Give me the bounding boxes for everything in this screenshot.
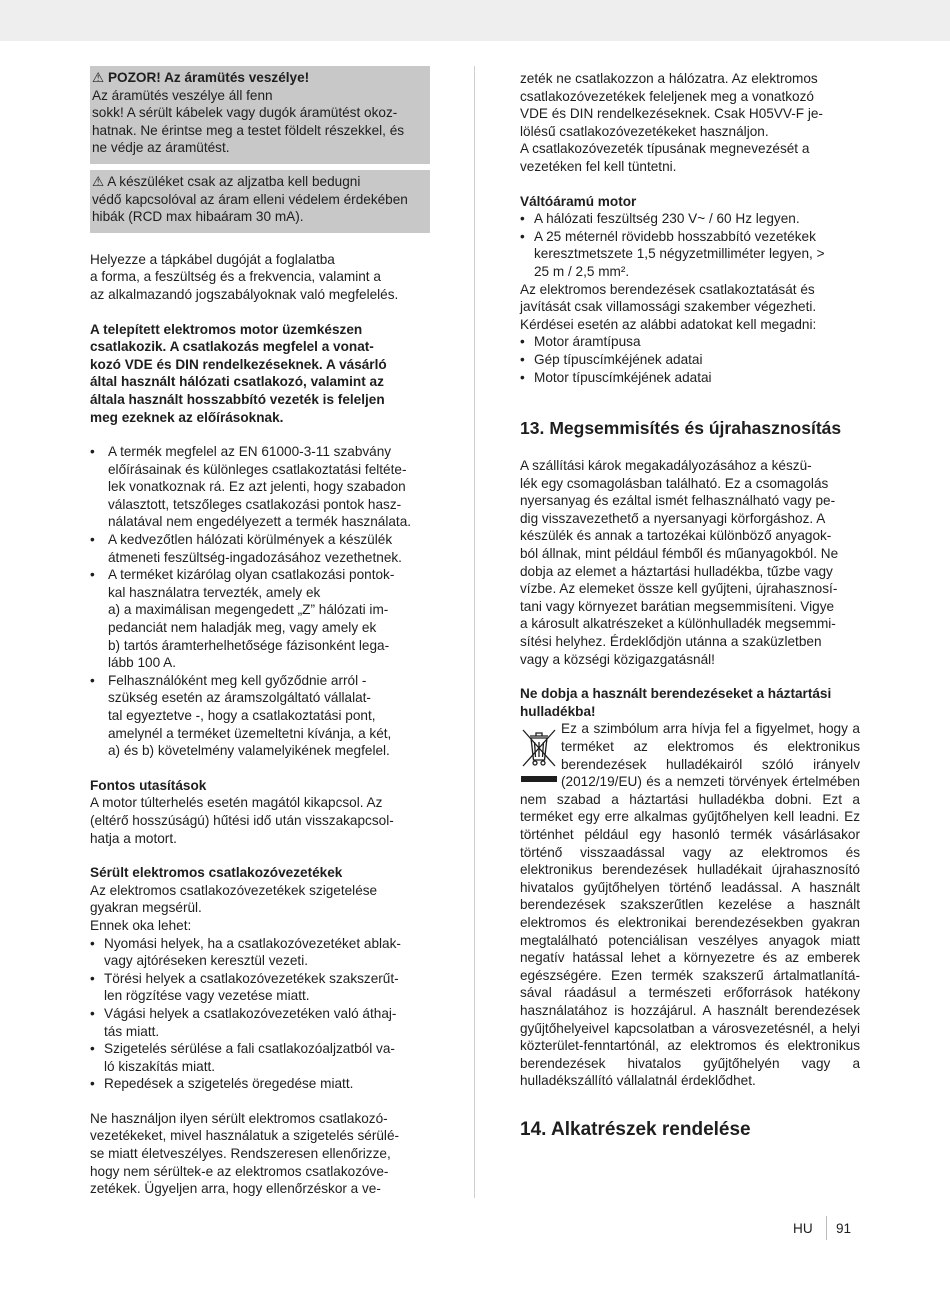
closing-paragraph xyxy=(90,1110,430,1198)
text-line: se miatt életveszélyes. Rendszeresen ellenőrizze, xyxy=(90,1146,391,1162)
left-column xyxy=(90,66,430,1198)
weee-paragraph xyxy=(520,720,860,1089)
text-line: Az elektromos berendezések csatlakoztatását és xyxy=(520,281,815,297)
text-line: 25 m / 2,5 mm². xyxy=(534,263,630,279)
text-line: • Nyomási helyek, ha a csatlakozóvezetéket ablak- xyxy=(104,935,401,951)
text-line: a károsult alkatrészeket a különhulladék megsemmi- xyxy=(520,616,836,632)
text-line: kozó VDE és DIN rendelkezéseknek. A vásárló xyxy=(90,356,387,372)
continued-paragraph xyxy=(520,70,860,176)
text-line: • Repedések a szigetelés öregedése miatt. xyxy=(104,1076,354,1092)
text-line: ló kiszakítás miatt. xyxy=(104,1058,216,1074)
list-item xyxy=(520,333,860,351)
text-line: • Motor áramtípusa xyxy=(534,334,641,350)
section-title: Ne dobja a használt berendezéseket a háztartási xyxy=(520,686,832,702)
warning-line: sokk! A sérült kábelek vagy dugók áramütést okoz- xyxy=(92,105,398,121)
text-line: gyakran megsérül. xyxy=(90,900,202,916)
warning-line: védő kapcsolóval az áram elleni védelem érdekében xyxy=(92,191,408,207)
text-line: • Motor típuscímkéjének adatai xyxy=(534,369,712,385)
list-item xyxy=(520,228,860,281)
text-line: Kérdései esetén az alábbi adatokat kell megadni: xyxy=(520,316,817,332)
ac-motor-section xyxy=(520,193,860,387)
electric-shock-warning xyxy=(90,66,430,164)
list-item xyxy=(90,1040,430,1075)
text-line: pedanciát nem haladják meg, vagy amely ek xyxy=(108,620,377,636)
warning-title xyxy=(92,69,428,87)
text-line: b) tartós áramterhelhetősége fázisonként lega- xyxy=(108,637,390,653)
text-line: Helyezze a tápkábel dugóját a foglalatba xyxy=(90,251,335,267)
text-line: lék egy csomagolásban található. Ez a csomagolás xyxy=(520,475,829,491)
text-line: szükség esetén az áramszolgáltató vállalat- xyxy=(108,690,371,706)
text-line: javítását csak villamossági szakember végezheti. xyxy=(520,299,817,315)
text-line: hatja a motort. xyxy=(90,830,177,846)
list-item xyxy=(520,210,860,228)
text-line: lek vonatkoznak rá. Ez azt jelenti, hogy szabadon xyxy=(108,479,406,495)
section-heading-text: Megsemmisítés és újrahasznosítás xyxy=(549,418,842,439)
text-line: általa használt hosszabbító vezeték is feleljen xyxy=(90,391,385,407)
damage-causes-list xyxy=(90,935,430,1093)
text-line: kal használatra tervezték, amely ek xyxy=(108,584,321,600)
text-line: keresztmetszete 1,5 négyzetmilliméter legyen, > xyxy=(534,246,825,262)
text-line: vízbe. Az elemeket össze kell gyűjteni, újrahasznosí- xyxy=(520,581,838,597)
text-line: csatlakozóvezetékek feleljenek meg a vonatkozó xyxy=(520,88,814,104)
text-line: • Gép típuscímkéjének adatai xyxy=(534,351,703,367)
rcd-warning xyxy=(90,170,430,233)
section-number: 14. xyxy=(520,1118,547,1140)
warning-line-text: A készüléket csak az aljzatba kell bedugni xyxy=(107,173,361,189)
text-line: Ne használjon ilyen sérült elektromos csatlakozó- xyxy=(90,1110,388,1126)
text-line: • A kedvezőtlen hálózati körülmények a készülék xyxy=(108,532,393,548)
footer-language: HU xyxy=(793,1221,813,1236)
text-line: tás miatt. xyxy=(104,1023,160,1039)
text-line: (eltérő hosszúságú) hűtési idő után visszakapcsol- xyxy=(90,812,394,828)
text-line: Az elektromos csatlakozóvezetékek szigetelése xyxy=(90,882,378,898)
text-line: előírásainak és különleges csatlakoztatási feltéte- xyxy=(108,461,407,477)
text-line: • A hálózati feszültség 230 V~ / 60 Hz legyen. xyxy=(534,211,800,227)
text-line: nyersanyag és ezáltal ismét felhasználható vagy pe- xyxy=(520,493,836,509)
text-line: A csatlakozóvezeték típusának megnevezését a xyxy=(520,141,810,157)
connection-requirements-list xyxy=(90,443,430,760)
text-line: ból állnak, mint például fémből és műanyagokból. Ne xyxy=(520,546,839,562)
text-line: csatlakozik. A csatlakozás megfelel a vonat- xyxy=(90,339,374,355)
list-item xyxy=(90,970,430,1005)
text-line: • A terméket kizárólag olyan csatlakozási pontok- xyxy=(108,567,395,583)
text-line: len rögzítése vagy vezetése miatt. xyxy=(104,988,310,1004)
column-divider xyxy=(474,66,475,1198)
text-line: A telepített elektromos motor üzemkészen xyxy=(90,321,363,337)
required-data-list xyxy=(520,333,860,386)
warning-line: hatnak. Ne érintse meg a testet földelt részekkel, és xyxy=(92,122,405,138)
text-line: tani vagy környezet barátian megsemmisíteni. Vigye xyxy=(520,598,835,614)
text-line: vezetékeket, mivel használatuk a szigetelés sérülé- xyxy=(90,1128,400,1144)
warning-line: hibák (RCD max hibaáram 30 mA). xyxy=(92,209,304,225)
ac-motor-list xyxy=(520,210,860,280)
text-line: lölésű csatlakozóvezetékeket használjon. xyxy=(520,123,769,139)
text-line: dig visszavezethető a nyersanyagi körforgáshoz. A xyxy=(520,510,826,526)
section-14-heading xyxy=(520,1118,860,1142)
text-line: által használt hálózati csatlakozó, valamint az xyxy=(90,374,384,390)
list-item xyxy=(90,672,430,760)
footer-separator xyxy=(826,1216,827,1240)
text-line: A motor túlterhelés esetén magától kikapcsol. Az xyxy=(90,795,383,811)
list-item xyxy=(90,1075,430,1093)
list-item xyxy=(90,1005,430,1040)
list-item xyxy=(520,351,860,369)
section-number: 13. xyxy=(520,418,545,439)
top-band xyxy=(0,0,950,41)
text-line: választott, tetszőleges csatlakozási pontok hasz- xyxy=(108,496,402,512)
text-line: vagy ajtóréseken keresztül vezeti. xyxy=(104,953,309,969)
text-line: • Szigetelés sérülése a fali csatlakozóaljzatból va- xyxy=(104,1041,395,1057)
section-title: hulladékba! xyxy=(520,703,596,719)
text-line: • A 25 méternél rövidebb hosszabbító vezetékek xyxy=(534,228,816,244)
list-item xyxy=(90,531,430,566)
section-title: Fontos utasítások xyxy=(90,777,207,793)
section-title: Váltóáramú motor xyxy=(520,193,637,209)
list-item xyxy=(90,566,430,672)
list-item xyxy=(90,443,430,531)
text-line: vezetéken fel kell tüntetni. xyxy=(520,158,677,174)
text-line: a forma, a feszültség és a frekvencia, valamint a xyxy=(90,269,381,285)
text-line: lább 100 A. xyxy=(108,655,177,671)
text-line: zetékek. Ügyeljen arra, hogy ellenőrzéskor a ve- xyxy=(90,1181,381,1197)
intro-paragraph xyxy=(90,251,430,304)
text-line: tal egyeztetve -, hogy a csatlakoztatási pont, xyxy=(108,708,376,723)
text-line: VDE és DIN rendelkezéseknek. Csak H05VV-F je- xyxy=(520,106,823,122)
text-line: amelynél a terméket üzemeltetni kívánja, a két, xyxy=(108,725,392,741)
text-line: Ennek oka lehet: xyxy=(90,917,192,933)
text-line: • Törési helyek a csatlakozóvezetékek szakszerűt- xyxy=(104,970,399,986)
section-13-heading xyxy=(520,417,860,439)
warning-line: Az áramütés veszélye áll fenn xyxy=(92,87,273,103)
text-line: készülék és annak a tartozékai különböző anyagok- xyxy=(520,528,832,544)
text-line: nálatával nem engedélyezett a termék használata. xyxy=(108,514,412,530)
section-title: Sérült elektromos csatlakozóvezetékek xyxy=(90,865,343,881)
text-line: meg ezeknek az előírásoknak. xyxy=(90,409,284,425)
text-line: vagy a községi közigazgatásnál! xyxy=(520,651,715,667)
text-line: hogy nem sérültek-e az elektromos csatlakozóve- xyxy=(90,1163,389,1179)
text-line: • Vágási helyek a csatlakozóvezetéken való áthaj- xyxy=(104,1005,397,1021)
important-instructions xyxy=(90,777,430,847)
warning-line xyxy=(92,173,428,191)
text-line: zeték ne csatlakozzon a hálózatra. Az elektromos xyxy=(520,71,818,86)
text-line: átmeneti feszültség-ingadozásához vezethetnek. xyxy=(108,549,402,565)
text-line: dobja az elemet a háztartási hulladékba, tűzbe vagy xyxy=(520,563,833,579)
text-line: a) a maximálisan megengedett „Z” hálózati im- xyxy=(108,602,389,618)
warning-triangle-icon: ⚠ xyxy=(92,70,105,85)
warning-title-text: POZOR! Az áramütés veszélye! xyxy=(107,70,310,85)
section-heading-text: Alkatrészek rendelése xyxy=(551,1118,751,1140)
weee-text: Ez a szimbólum arra hívja fel a figyelmet, hogy a terméket az elektromos és elektronikus berendezések hulladékairól szóló irányelv (2012/19/EU) és a nemzeti törvények értelmében nem szabad a háztartási hulladékba dobni. Ezt a terméket egy erre alkalmas gyűjtőhelyen kell leadni. Ez történhet például egy hasonló termék vásárlásakor történő visszaadással vagy az elektromos és elektronikus berendezések hulladékait újrahasznosító hivatalos gyűjtőhelyen történő leadással. A használt berendezések szakszerűtlen kezelése a használt elektromos és elektronikai berendezésekben gyakran megtalálható potenciálisan veszélyes anyagok miatt negatív hatással lehet a környezetre és az emberek egészségére. Ezen termék szakszerű ártalmatlanítá-sával ráadásul a természeti erőforrások hatékony használatához is hozzájárul. A használt berendezések gyűjtőhelyeivel kapcsolatban a városvezetésnél, a helyi közterület-fenntartónál, az elektromos és elektronikus berendezések hivatalos gyűjtőhelyén vagy a hulladékszállító vállalatnál érdeklődhet. xyxy=(520,721,860,1089)
damaged-cables-section xyxy=(90,864,430,1093)
text-line: az alkalmazandó jogszabályoknak való megfelelés. xyxy=(90,286,399,302)
list-item xyxy=(90,935,430,970)
right-column xyxy=(520,70,860,1142)
warning-line: ne védje az áramütést. xyxy=(92,140,230,156)
text-line: • A termék megfelel az EN 61000-3-11 szabvány xyxy=(108,444,392,460)
text-line: A szállítási károk megakadályozásához a készü- xyxy=(520,458,812,474)
text-line: a) és b) követelmény valamelyikének megfelel. xyxy=(108,743,390,759)
disposal-paragraph xyxy=(520,457,860,668)
list-item xyxy=(520,369,860,387)
page-number: 91 xyxy=(836,1221,852,1236)
crossed-out-bin-icon xyxy=(520,722,558,788)
motor-connection-notice xyxy=(90,321,430,427)
text-line: sítési helyhez. Érdeklődjön utánna a szaküzletben xyxy=(520,634,822,650)
weee-section xyxy=(520,685,860,1090)
warning-triangle-icon: ⚠ xyxy=(92,173,105,189)
text-line: • Felhasználóként meg kell győződnie arról - xyxy=(108,672,367,688)
